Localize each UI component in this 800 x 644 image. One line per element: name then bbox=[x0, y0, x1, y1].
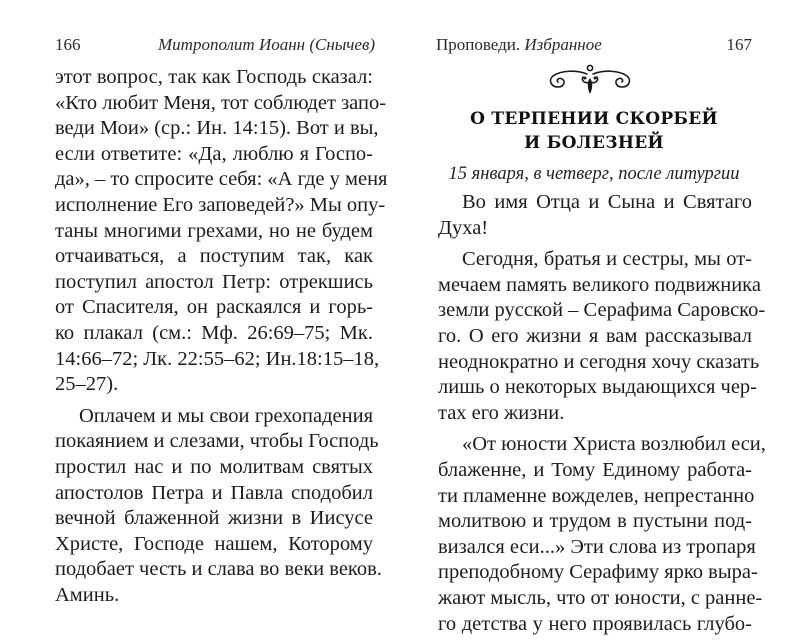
running-head-right bbox=[436, 33, 752, 57]
text-line: визался еси...» Эти слова из тропаря bbox=[438, 535, 756, 558]
running-title-author: Митрополит Иоанн (Снычев) bbox=[158, 35, 375, 54]
text-line: таны многими грехами, но не будем bbox=[55, 219, 373, 242]
text-line: ко плакал (см.: Мф. 26:69–75; Мк. bbox=[55, 321, 373, 344]
running-head-left bbox=[55, 33, 375, 57]
text-line: покаянием и слезами, чтобы Господь bbox=[55, 430, 379, 453]
sermon-dateline: 15 января, в четверг, после литургии bbox=[448, 164, 740, 184]
text-line: мечаем память великого подвижника bbox=[438, 273, 761, 296]
text-line: 14:66–72; Лк. 22:55–62; Ин.18:15–18, bbox=[55, 347, 380, 370]
text-line: «Кто любит Меня, тот соблюдет запо- bbox=[55, 91, 387, 114]
chapter-title-line: О ТЕРПЕНИИ СКОРБЕЙ bbox=[470, 109, 718, 129]
running-title-plain: Проповеди. bbox=[436, 35, 525, 54]
text-line: ти пламенне вожделев, непрестанно bbox=[438, 484, 755, 507]
text-line: молитвою и трудом в пустыни под- bbox=[438, 510, 752, 533]
text-line: Во имя Отца и Сына и Святаго bbox=[462, 191, 752, 213]
text-line: подобает честь и слава во веки веков. bbox=[55, 558, 382, 581]
text-line: «От юности Христа возлюбил еси, bbox=[462, 433, 766, 456]
text-line: земли русской – Серафима Саровско- bbox=[438, 299, 766, 322]
right-page bbox=[400, 0, 800, 644]
text-line: неоднократно и сегодня хочу сказать bbox=[438, 350, 760, 373]
text-line: апостолов Петра и Павла сподобил bbox=[55, 481, 373, 504]
text-line: простил нас и по молитвам святых bbox=[55, 455, 373, 478]
text-line: тах его жизни. bbox=[438, 401, 565, 424]
scroll-ornament-icon bbox=[547, 64, 633, 96]
text-line: лишь о некоторых выдающихся чер- bbox=[438, 376, 757, 399]
text-line: веди Мои» (ср.: Ин. 14:15). Вот и вы, bbox=[55, 117, 379, 140]
chapter-title-line: И БОЛЕЗНЕЙ bbox=[524, 133, 664, 153]
text-line: блаженне, и Тому Единому работа- bbox=[438, 458, 752, 481]
text-line: Духа! bbox=[438, 216, 489, 239]
text-line: исполнение Его заповедей?» Мы опу- bbox=[55, 193, 386, 216]
text-line: Оплачем и мы свои грехопадения bbox=[79, 404, 373, 427]
text-line: этот вопрос, так как Господь сказал: bbox=[55, 66, 373, 88]
body-text-right bbox=[438, 190, 766, 637]
text-line: Сегодня, братья и сестры, мы от- bbox=[462, 248, 752, 271]
text-line: если ответите: «Да, люблю я Госпо- bbox=[55, 142, 373, 165]
text-line: от Спасителя, он раскаялся и горь- bbox=[55, 296, 373, 319]
page-number: 166 bbox=[55, 35, 81, 54]
text-line: го детства у него проявилась глубо- bbox=[438, 612, 752, 635]
text-line: го. О его жизни я вам рассказывал bbox=[438, 324, 752, 347]
text-line: поступил апостол Петр: отрекшись bbox=[55, 270, 373, 293]
text-line: отчаиваться, а поступим так, как bbox=[55, 245, 373, 268]
text-line: 25–27). bbox=[55, 373, 119, 396]
page-number: 167 bbox=[726, 35, 752, 54]
text-line: вечной блаженной жизни в Иисусе bbox=[55, 507, 373, 530]
body-text-left bbox=[55, 65, 388, 608]
text-line: да», – то спросите себя: «А где у меня bbox=[55, 168, 388, 191]
text-line: Христе, Господе нашем, Которому bbox=[55, 532, 373, 555]
chapter-title bbox=[436, 107, 752, 155]
running-title-book bbox=[436, 33, 602, 57]
running-title-italic: Избранное bbox=[524, 35, 602, 54]
text-line: преподобному Серафиму ярко выра- bbox=[438, 561, 758, 584]
text-line: жают мысль, что от юности, с ранне- bbox=[438, 586, 763, 609]
text-line: Аминь. bbox=[55, 583, 120, 606]
